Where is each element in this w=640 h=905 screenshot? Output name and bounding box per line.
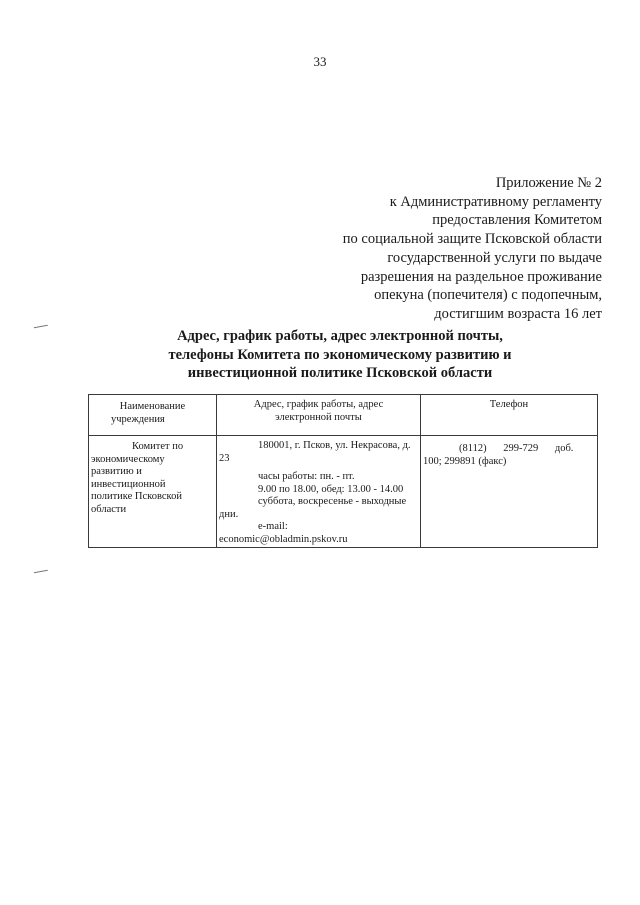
header-name-cell <box>89 395 217 436</box>
institution-line: экономическому <box>91 453 165 465</box>
header-text: Наименование <box>119 401 186 412</box>
phone-text: 100; 299891 (факс) <box>423 455 507 467</box>
appendix-line: к Административному регламенту <box>389 193 602 210</box>
header-text: электронной почты <box>275 411 362 423</box>
table-header-row <box>89 395 598 436</box>
page-number: 33 <box>313 54 327 69</box>
institution-line: Комитет по <box>132 441 184 452</box>
heading-line: Адрес, график работы, адрес электронной почты, <box>177 328 503 344</box>
institution-line: политике Псковской <box>91 491 182 502</box>
institution-line: инвестиционной <box>91 478 166 490</box>
appendix-line: государственной услуги по выдаче <box>387 249 602 266</box>
appendix-line: опекуна (попечителя) с подопечным, <box>374 287 602 304</box>
institution-line: развитию и <box>91 466 142 477</box>
header-text: учреждения <box>111 413 165 425</box>
scan-mark <box>34 325 48 330</box>
scan-mark <box>34 570 48 575</box>
hours-line: 9.00 по 18.00, обед: 13.00 - 14.00 <box>258 483 404 495</box>
header-text: Телефон <box>489 399 529 410</box>
institution-line: области <box>91 503 127 515</box>
header-phone-cell <box>421 395 598 436</box>
header-text: Адрес, график работы, адрес <box>253 399 384 410</box>
appendix-line: достигшим возраста 16 лет <box>434 305 602 322</box>
appendix-line: Приложение № 2 <box>495 175 602 191</box>
heading-line: телефоны Комитета по экономическому развитию и <box>168 346 512 363</box>
appendix-line: предоставления Комитетом <box>432 212 602 229</box>
email-link[interactable]: economic@obladmin.pskov.ru <box>219 533 348 545</box>
address-cell <box>217 436 421 548</box>
document-heading <box>120 327 560 383</box>
address-text: 180001, г. Псков, ул. Некрасова, д. <box>258 440 411 451</box>
hours-line: часы работы: пн. - пт. <box>258 471 355 482</box>
address-number: 23 <box>219 452 230 464</box>
appendix-note <box>282 174 602 324</box>
table-row <box>89 436 598 548</box>
hours-line: суббота, воскресенье - выходные <box>258 496 407 507</box>
contacts-table <box>88 394 598 548</box>
header-address-cell <box>217 395 421 436</box>
phone-text: (8112) 299-729 доб. <box>459 443 574 454</box>
heading-line: инвестиционной политике Псковской области <box>187 365 493 381</box>
phone-cell <box>421 436 598 548</box>
days-text: дни. <box>219 508 239 520</box>
appendix-line: разрешения на раздельное проживание <box>360 268 602 285</box>
appendix-line: по социальной защите Псковской области <box>342 231 602 248</box>
institution-cell <box>89 436 217 548</box>
email-label: e-mail: <box>258 521 288 532</box>
